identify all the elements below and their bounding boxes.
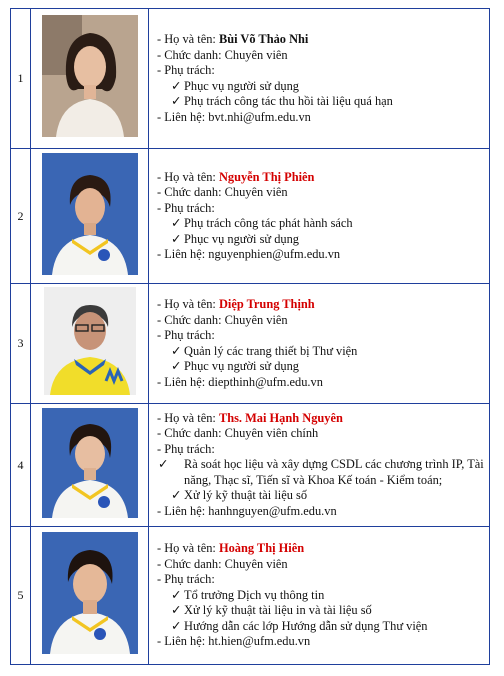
staff-title: Chuyên viên	[224, 185, 288, 199]
duty-item: Phục vụ người sử dụng	[184, 359, 299, 373]
info-cell	[149, 149, 490, 284]
title-label: - Chức danh:	[157, 312, 225, 327]
responsibility-label: - Phụ trách:	[157, 441, 215, 456]
photo-cell	[31, 284, 149, 404]
staff-name: Nguyễn Thị Phiên	[218, 169, 315, 184]
responsibility-label: - Phụ trách:	[157, 63, 215, 77]
table-row	[11, 404, 490, 527]
check-icon: ✓	[171, 78, 182, 93]
check-icon: ✓	[171, 216, 182, 230]
info-cell	[149, 404, 490, 527]
check-icon: ✓	[171, 343, 182, 358]
check-icon: ✓	[171, 231, 182, 246]
photo-cell	[31, 9, 149, 149]
info-cell	[149, 527, 490, 665]
check-icon: ✓	[171, 603, 182, 618]
check-icon: ✓	[171, 359, 182, 373]
responsibility-label: - Phụ trách:	[157, 328, 215, 342]
staff-title: Chuyên viên	[224, 47, 288, 62]
staff-table	[10, 8, 490, 665]
check-icon: ✓	[158, 457, 169, 472]
staff-name: Diệp Trung Thịnh	[218, 297, 315, 311]
staff-name: Bùi Võ Thảo Nhi	[218, 32, 309, 46]
name-label: - Họ và tên:	[157, 297, 219, 311]
contact-label: - Liên hệ:	[157, 374, 209, 389]
duty-item: Quản lý các trang thiết bị Thư viện	[184, 343, 358, 358]
name-label: - Họ và tên:	[157, 169, 219, 184]
portrait-photo	[42, 532, 138, 654]
duty-item: Phục vụ người sử dụng	[184, 231, 299, 246]
info-cell	[149, 9, 490, 149]
responsibility-label: - Phụ trách:	[157, 200, 215, 215]
table-row	[11, 527, 490, 665]
staff-title: Chuyên viên	[224, 556, 288, 571]
contact-label: - Liên hệ:	[157, 109, 209, 124]
table-row	[11, 284, 490, 404]
contact-label: - Liên hệ:	[157, 247, 209, 261]
name-label: - Họ và tên:	[157, 32, 219, 46]
duty-item: Phục vụ người sử dụng	[184, 78, 299, 93]
duty-item: Phụ trách công tác phát hành sách	[184, 216, 353, 230]
table-row	[11, 149, 490, 284]
duty-item: Hướng dẫn các lớp Hướng dẫn sử dụng Thư viện	[184, 618, 428, 633]
title-label: - Chức danh:	[157, 426, 225, 441]
contact-email: diepthinh@ufm.edu.vn	[208, 374, 323, 389]
title-label: - Chức danh:	[157, 556, 225, 571]
contact-email: bvt.nhi@ufm.edu.vn	[208, 109, 311, 124]
contact-label: - Liên hệ:	[157, 634, 209, 649]
row-index: 1	[11, 9, 31, 149]
portrait-photo	[42, 15, 138, 137]
duty-item: Xử lý kỹ thuật tài liệu in và tài liệu số	[184, 603, 372, 618]
check-icon: ✓	[171, 94, 182, 108]
staff-name: Hoàng Thị Hiên	[218, 541, 305, 556]
row-index: 3	[11, 284, 31, 404]
check-icon: ✓	[171, 587, 182, 602]
staff-name: Ths. Mai Hạnh Nguyên	[218, 410, 343, 425]
duty-item: Phụ trách công tác thu hồi tài liệu quá hạn	[184, 94, 393, 108]
portrait-photo	[42, 408, 138, 518]
check-icon: ✓	[171, 488, 182, 503]
responsibility-label: - Phụ trách:	[157, 572, 215, 587]
row-index: 4	[11, 404, 31, 527]
contact-email: nguyenphien@ufm.edu.vn	[208, 247, 341, 261]
name-label: - Họ và tên:	[157, 410, 219, 425]
portrait-photo	[42, 153, 138, 275]
photo-cell	[31, 404, 149, 527]
portrait-photo	[44, 287, 136, 395]
info-cell	[149, 284, 490, 404]
duty-item: Tổ trưởng Dịch vụ thông tin	[184, 587, 325, 602]
staff-title: Chuyên viên chính	[224, 426, 319, 441]
title-label: - Chức danh:	[157, 47, 225, 62]
contact-email: hanhnguyen@ufm.edu.vn	[208, 503, 337, 518]
photo-cell	[31, 527, 149, 665]
table-row	[11, 9, 490, 149]
photo-cell	[31, 149, 149, 284]
title-label: - Chức danh:	[157, 185, 225, 199]
duty-item: Xử lý kỹ thuật tài liệu số	[184, 488, 308, 503]
duty-item: Rà soát học liệu và xây dựng CSDL các chương trình IP, Tài năng, Thạc sĩ, Tiến sĩ và Khoa Kế toán - Kiểm toán;	[184, 457, 484, 487]
contact-label: - Liên hệ:	[157, 503, 209, 518]
row-index: 5	[11, 527, 31, 665]
contact-email: ht.hien@ufm.edu.vn	[208, 634, 311, 649]
name-label: - Họ và tên:	[157, 541, 219, 556]
check-icon: ✓	[171, 618, 182, 633]
duty-row	[157, 457, 489, 488]
row-index: 2	[11, 149, 31, 284]
staff-title: Chuyên viên	[224, 312, 288, 327]
